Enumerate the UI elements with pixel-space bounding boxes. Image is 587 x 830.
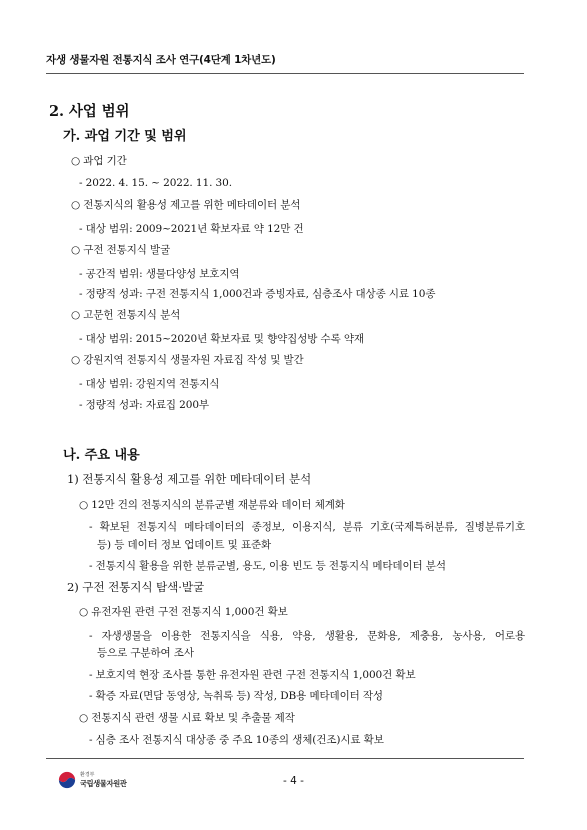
dash-item: - 공간적 범위: 생물다양성 보호지역 <box>79 268 240 280</box>
bullet-item: ○ 전통지식의 활용성 제고를 위한 메타데이터 분석 <box>71 199 301 211</box>
dash-item-continuation: 등으로 구분하여 조사 <box>97 647 194 659</box>
bullet-item: ○ 고문헌 전통지식 분석 <box>71 309 181 321</box>
bullet-item: ○ 구전 전통지식 발굴 <box>71 244 171 256</box>
numbered-heading: 2) 구전 전통지식 탐색·발굴 <box>67 580 205 594</box>
section-heading: 2. 사업 범위 <box>49 103 130 120</box>
bullet-item: ○ 강원지역 전통지식 생물자원 자료집 작성 및 발간 <box>71 354 304 366</box>
subsection-heading: 가. 과업 기간 및 범위 <box>63 129 187 144</box>
dash-item: - 정량적 성과: 자료집 200부 <box>79 399 209 411</box>
bullet-item: ○ 전통지식 관련 생물 시료 확보 및 추출물 제작 <box>79 712 295 724</box>
ministry-label: 환경부 <box>80 772 95 778</box>
bullet-item: ○ 유전자원 관련 구전 전통지식 1,000건 확보 <box>79 606 288 618</box>
dash-item: - 대상 범위: 2009~2021년 확보자료 약 12만 건 <box>79 223 304 235</box>
dash-item-continuation: 등) 등 데이터 정보 업데이트 및 표준화 <box>97 539 272 551</box>
dash-item: - 전통지식 활용을 위한 분류군별, 용도, 이용 빈도 등 전통지식 메타데이터 분석 <box>89 560 446 572</box>
header-rule <box>46 73 524 74</box>
dash-item: - 심층 조사 전통지식 대상종 중 주요 10종의 생체(건조)시료 확보 <box>89 734 384 746</box>
numbered-heading: 1) 전통지식 활용성 제고를 위한 메타데이터 분석 <box>67 472 312 486</box>
dash-item: - 확증 자료(면담 동영상, 녹취록 등) 작성, DB용 메타데이터 작성 <box>89 690 383 702</box>
dash-item: - 대상 범위: 강원지역 전통지식 <box>79 378 220 390</box>
dash-item: - 대상 범위: 2015~2020년 확보자료 및 향약집성방 수록 약재 <box>79 333 364 345</box>
bullet-item: ○ 과업 기간 <box>71 155 127 167</box>
subsection-heading: 나. 주요 내용 <box>63 448 140 463</box>
page-number: - 4 - <box>283 775 304 787</box>
dash-item: - 보호지역 현장 조사를 통한 유전자원 관련 구전 전통지식 1,000건 확보 <box>89 669 416 681</box>
dash-item: - 2022. 4. 15. ~ 2022. 11. 30. <box>79 177 232 189</box>
institution-name: 국립생물자원관 <box>80 779 127 788</box>
dash-item: - 확보된 전통지식 메타데이터의 종정보, 이용지식, 분류 기호(국제특허분류, 질병분류기호 <box>89 521 525 533</box>
footer-rule <box>46 758 524 759</box>
dash-item: - 자생생물을 이용한 전통지식을 식용, 약용, 생활용, 문화용, 제충용, 농사용, 어로용 <box>89 630 525 642</box>
dash-item: - 정량적 성과: 구전 전통지식 1,000건과 증빙자료, 심층조사 대상종 시료 10종 <box>79 288 436 300</box>
running-header: 자생 생물자원 전통지식 조사 연구(4단계 1차년도) <box>46 54 276 66</box>
bullet-item: ○ 12만 건의 전통지식의 분류군별 재분류와 데이터 체계화 <box>79 499 345 511</box>
